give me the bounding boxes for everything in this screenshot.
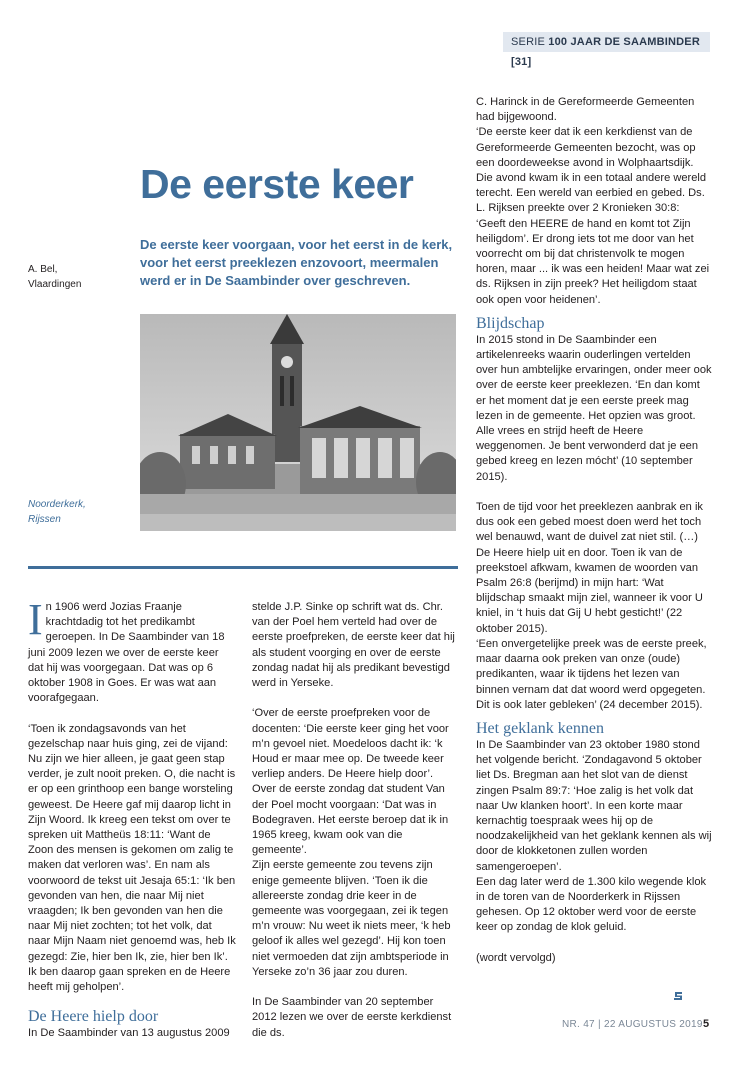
paragraph: Over de eerste zondag dat student Van der Poel mocht voorgaan: ‘Dat was in Bodegraven. Het eerste beroep dat ik in 1965 kreeg, kwam ook van die gemeente’.: [252, 783, 449, 857]
paragraph: C. Harinck in de Gereformeerde Gemeenten had bijgewoond.: [476, 96, 695, 124]
church-photo: [140, 314, 456, 531]
paragraph: In De Saambinder van 20 september 2012 lezen we over de eerste kerkdienst die ds.: [252, 996, 452, 1039]
section-divider: [28, 566, 458, 569]
author-name: A. Bel,: [28, 264, 58, 275]
paragraph-text: n 1906 werd Jozias Fraanje krachtdadig tot het predikambt geroepen. In De Saambinder van 18 juni 2009 lezen we over de eerste keer dat hij was voorgegaan. Dat was op 6 oktober 1908 in Goes. Er was wat aan voorafgegaan.: [28, 601, 225, 705]
subheading: Blijdschap: [476, 314, 545, 332]
end-mark-icon: [672, 990, 684, 1002]
series-prefix: SERIE: [511, 36, 549, 48]
article-column-3: [476, 95, 712, 966]
issue-info: NR. 47 | 22 AUGUSTUS 2019: [562, 1019, 703, 1030]
subheading: De Heere hielp door: [28, 1008, 159, 1026]
paragraph: ‘Toen ik zondagsavonds van het gezelschap naar huis ging, zei de vijand: Nu zijn we hier alleen, je gaat geen stap verder, je zult nooit preken. O, die nacht is er op een grinthoop een bange worsteling geweest. De Heere gaf mij daarop licht in Zijn Woord. Ik kreeg een tekst om over te spreken uit Mattheüs 18:11: ‘Want de Zoon des mensen is gekomen om zalig te maken dat verloren was’. En nam als voorwoord de tekst uit Jesaja 65:1: ‘Ik ben gevonden van hen, die naar Mij niet vraagden; Ik ben gevonden van hen die naar Mij niet zochten; tot het volk, dat naar Mijn Naam niet genoemd was, heb Ik gezegd: Zie, hier ben Ik, zie, hier ben Ik’. Ik ben daarop gaan spreken en de Heere heeft mij geholpen’.: [28, 722, 236, 994]
page-number: 5: [703, 1018, 710, 1030]
caption-church: Noorderkerk,: [28, 499, 86, 510]
paragraph: ‘De eerste keer dat ik een kerkdienst van de Gereformeerde Gemeenten bezocht, was op een doordeweekse avond in Wolphaartsdijk. Die avond kwam ik in een totaal andere wereld terecht. Een wereld van eerbied en gebed. Ds. L. Rijksen preekte over 2 Kronieken 30:8: ‘Geeft den HEERE de hand en komt tot Zijn heiligdom’. Er drong iets tot me door van het voorrecht om bij dat christenvolk te mogen horen, maar ... ik was een heiden! Maar wat zei ds. Rijksen in zijn preek? Het heiligdom staat ook open voor heidenen’.: [476, 126, 710, 306]
article-column-1: [28, 595, 236, 1041]
paragraph: ‘Over de eerste proefpreken voor de docenten: ‘Die eerste keer ging het voor m’n gevoel niet. Moedeloos dacht ik: ‘k Houd er maar mee op. De tweede keer verliep anders. De Heere hielp door’.: [252, 707, 449, 781]
to-be-continued: (wordt vervolgd): [476, 951, 556, 964]
paragraph: ‘Een onvergetelijke preek was de eerste preek, maar daarna ook preken van onze (oude) predikanten, waar ik tijdens het lezen van binnen vernam dat dat woord werd opgegeten. Dit is ook later gebleken’ (24 december 2015).: [476, 637, 707, 711]
caption-town: Rijssen: [28, 514, 61, 525]
opening-paragraph: [28, 595, 236, 706]
series-name: 100 JAAR DE SAAMBINDER [31]: [511, 36, 700, 68]
subheading: Het geklank kennen: [476, 719, 604, 737]
article-column-2: [252, 600, 457, 1041]
article-intro: De eerste keer voorgaan, voor het eerst in de kerk, voor het eerst preeklezen enzovoort, meermalen werd er in De Saambinder over geschreven.: [140, 237, 453, 288]
church-illustration: [140, 314, 456, 531]
photo-caption: [28, 497, 128, 527]
paragraph: In De Saambinder van 23 oktober 1980 stond het volgende bericht. ‘Zondagavond 5 oktober liet Ds. Bregman aan het slot van de dienst zingen Psalm 89:7: ‘Hoe zalig is het volk dat naar Uw klanken hoort’. In een korte maar kernachtig toespraak wees hij op de noodzakelijkheid van het geklank kennen als wij door de klokketonen zullen worden samengeroepen’.: [476, 738, 712, 873]
article-title: De eerste keer: [140, 161, 414, 207]
paragraph: Toen de tijd voor het preeklezen aanbrak en ik dus ook een gebed moest doen werd het toch wel benauwd, want de duivel zat niet stil. (…) De Heere hielp uit en door. Toen ik van de preekstoel afkwam, kwamen de woorden van Psalm 26:8 (berijmd) in mijn hart: ‘Wat blijdschap smaakt mijn ziel, wanneer ik voor U kniel, in ‘t huis dat Gij U hebt gesticht!’ (22 oktober 2015).: [476, 501, 703, 635]
author-city: Vlaardingen: [28, 279, 82, 290]
author-byline: [28, 262, 128, 292]
paragraph: stelde J.P. Sinke op schrift wat ds. Chr. van der Poel hem verteld had over de eerste proefpreken, de eerste keer dat hij als student voorging en over de eerste zondag nadat hij als predikant bevestigd werd in Yerseke.: [252, 601, 455, 690]
paragraph: Zijn eerste gemeente zou tevens zijn enige gemeente blijven. ‘Toen ik die allereerste zondag drie keer in de gemeente was voorgegaan, zei ik tegen m’n vrouw: Nu weet ik niets meer, ‘k heb geloof ik alles wel gezegd’. Hij kon toen niet vermoeden dat zijn ambtsperiode in Yerseke zo’n 36 jaar zou duren.: [252, 859, 451, 978]
paragraph: Een dag later werd de 1.300 kilo wegende klok in de toren van de Noorderkerk in Rijssen gehesen. Op 12 oktober werd voor de eerste keer op zondag de klok geluid.: [476, 875, 707, 934]
paragraph: In 2015 stond in De Saambinder een artikelenreeks waarin ouderlingen vertelden over hun ambtelijke ervaringen, onder meer ook over de eerste keer preeklezen. ‘En dan komt er het moment dat je een eerste preek mag lezen in de gemeente. Het opzien was groot. Alle vrees en strijd heeft de Heere weggenomen. Je bent verwonderd dat je een gebed kreeg en lezen mócht’ (10 september 2015).: [476, 333, 712, 483]
series-tab: [503, 32, 710, 68]
drop-cap: I: [28, 595, 43, 644]
paragraph: In De Saambinder van 13 augustus 2009: [28, 1027, 230, 1040]
